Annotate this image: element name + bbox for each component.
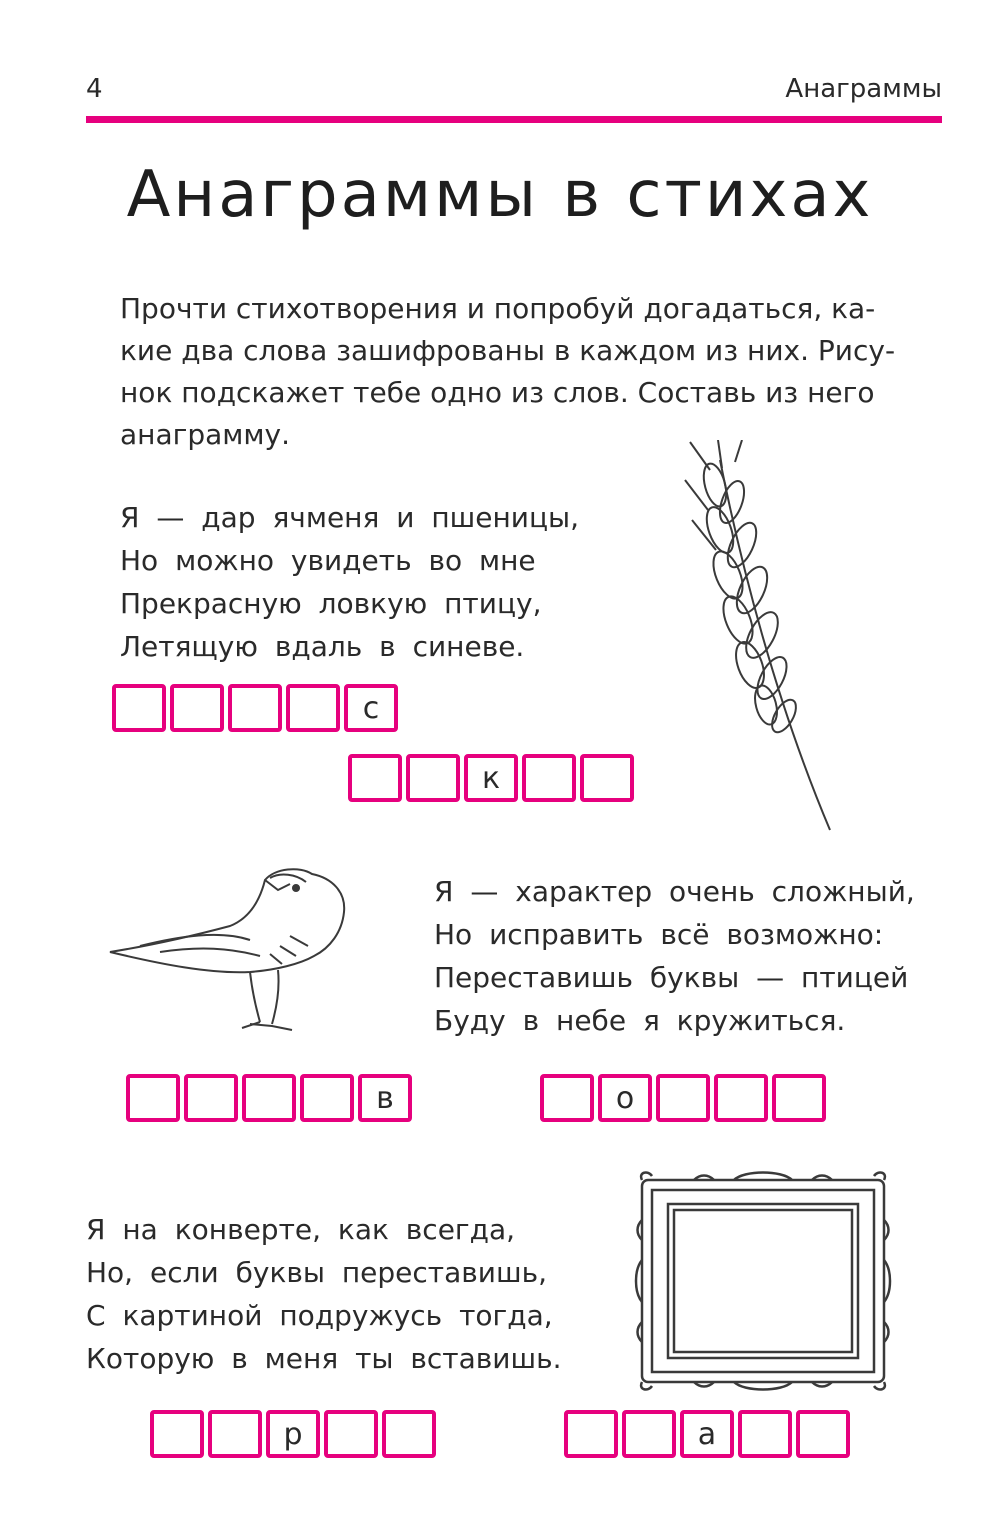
letter-box[interactable] xyxy=(738,1410,792,1458)
intro-line: кие два слова зашифрованы в каждом из них. Рису- xyxy=(120,334,896,367)
answer-boxes-1b xyxy=(348,754,634,802)
poem-1 xyxy=(120,496,579,668)
poem-line: С картиной подружусь тогда, xyxy=(86,1299,553,1332)
letter-box[interactable] xyxy=(522,754,576,802)
poem-line: Но, если буквы переставишь, xyxy=(86,1256,547,1289)
letter-box[interactable] xyxy=(126,1074,180,1122)
letter-box[interactable]: в xyxy=(358,1074,412,1122)
intro-line: Прочти стихотворения и попробуй догадаться, ка- xyxy=(120,292,876,325)
poem-line: Но исправить всё возможно: xyxy=(434,918,884,951)
letter-box[interactable]: к xyxy=(464,754,518,802)
letter-box[interactable] xyxy=(772,1074,826,1122)
poem-line: Летящую вдаль в синеве. xyxy=(120,630,525,663)
letter-box[interactable] xyxy=(580,754,634,802)
letter-box[interactable] xyxy=(540,1074,594,1122)
letter-box[interactable] xyxy=(300,1074,354,1122)
letter-box[interactable] xyxy=(656,1074,710,1122)
answer-boxes-3a xyxy=(150,1410,436,1458)
poem-line: Но можно увидеть во мне xyxy=(120,544,536,577)
letter-box[interactable] xyxy=(184,1074,238,1122)
wheat-ear-icon xyxy=(680,440,840,840)
letter-box[interactable] xyxy=(208,1410,262,1458)
poem-line: Которую в меня ты вставишь. xyxy=(86,1342,562,1375)
poem-line: Переставишь буквы — птицей xyxy=(434,961,909,994)
letter-box[interactable] xyxy=(170,684,224,732)
letter-box[interactable] xyxy=(112,684,166,732)
letter-box[interactable] xyxy=(714,1074,768,1122)
letter-box[interactable] xyxy=(150,1410,204,1458)
page-number: 4 xyxy=(86,74,103,104)
raven-icon xyxy=(100,860,360,1040)
poem-line: Прекрасную ловкую птицу, xyxy=(120,587,542,620)
poem-3 xyxy=(86,1208,561,1380)
letter-box[interactable] xyxy=(406,754,460,802)
poem-line: Я на конверте, как всегда, xyxy=(86,1213,516,1246)
answer-boxes-3b xyxy=(564,1410,850,1458)
intro-paragraph xyxy=(120,288,942,456)
letter-box[interactable] xyxy=(242,1074,296,1122)
letter-box[interactable]: р xyxy=(266,1410,320,1458)
letter-box[interactable] xyxy=(324,1410,378,1458)
answer-boxes-2a xyxy=(126,1074,412,1122)
letter-box[interactable] xyxy=(382,1410,436,1458)
letter-box[interactable] xyxy=(564,1410,618,1458)
running-header: Анаграммы xyxy=(785,74,942,104)
poem-2 xyxy=(434,870,915,1042)
picture-frame-icon xyxy=(634,1170,892,1392)
letter-box[interactable] xyxy=(348,754,402,802)
poem-line: Я — дар ячменя и пшеницы, xyxy=(120,501,580,534)
letter-box[interactable] xyxy=(286,684,340,732)
letter-box[interactable]: о xyxy=(598,1074,652,1122)
answer-boxes-1a xyxy=(112,684,398,732)
letter-box[interactable]: а xyxy=(680,1410,734,1458)
page-title: Анаграммы в стихах xyxy=(126,158,874,232)
intro-line: анаграмму. xyxy=(120,418,290,451)
poem-line: Я — характер очень сложный, xyxy=(434,875,915,908)
poem-line: Буду в небе я кружиться. xyxy=(434,1004,846,1037)
intro-line: нок подскажет тебе одно из слов. Составь из него xyxy=(120,376,875,409)
letter-box[interactable] xyxy=(622,1410,676,1458)
letter-box[interactable] xyxy=(228,684,282,732)
answer-boxes-2b xyxy=(540,1074,826,1122)
header-rule xyxy=(86,116,942,123)
letter-box[interactable] xyxy=(796,1410,850,1458)
letter-box[interactable]: с xyxy=(344,684,398,732)
